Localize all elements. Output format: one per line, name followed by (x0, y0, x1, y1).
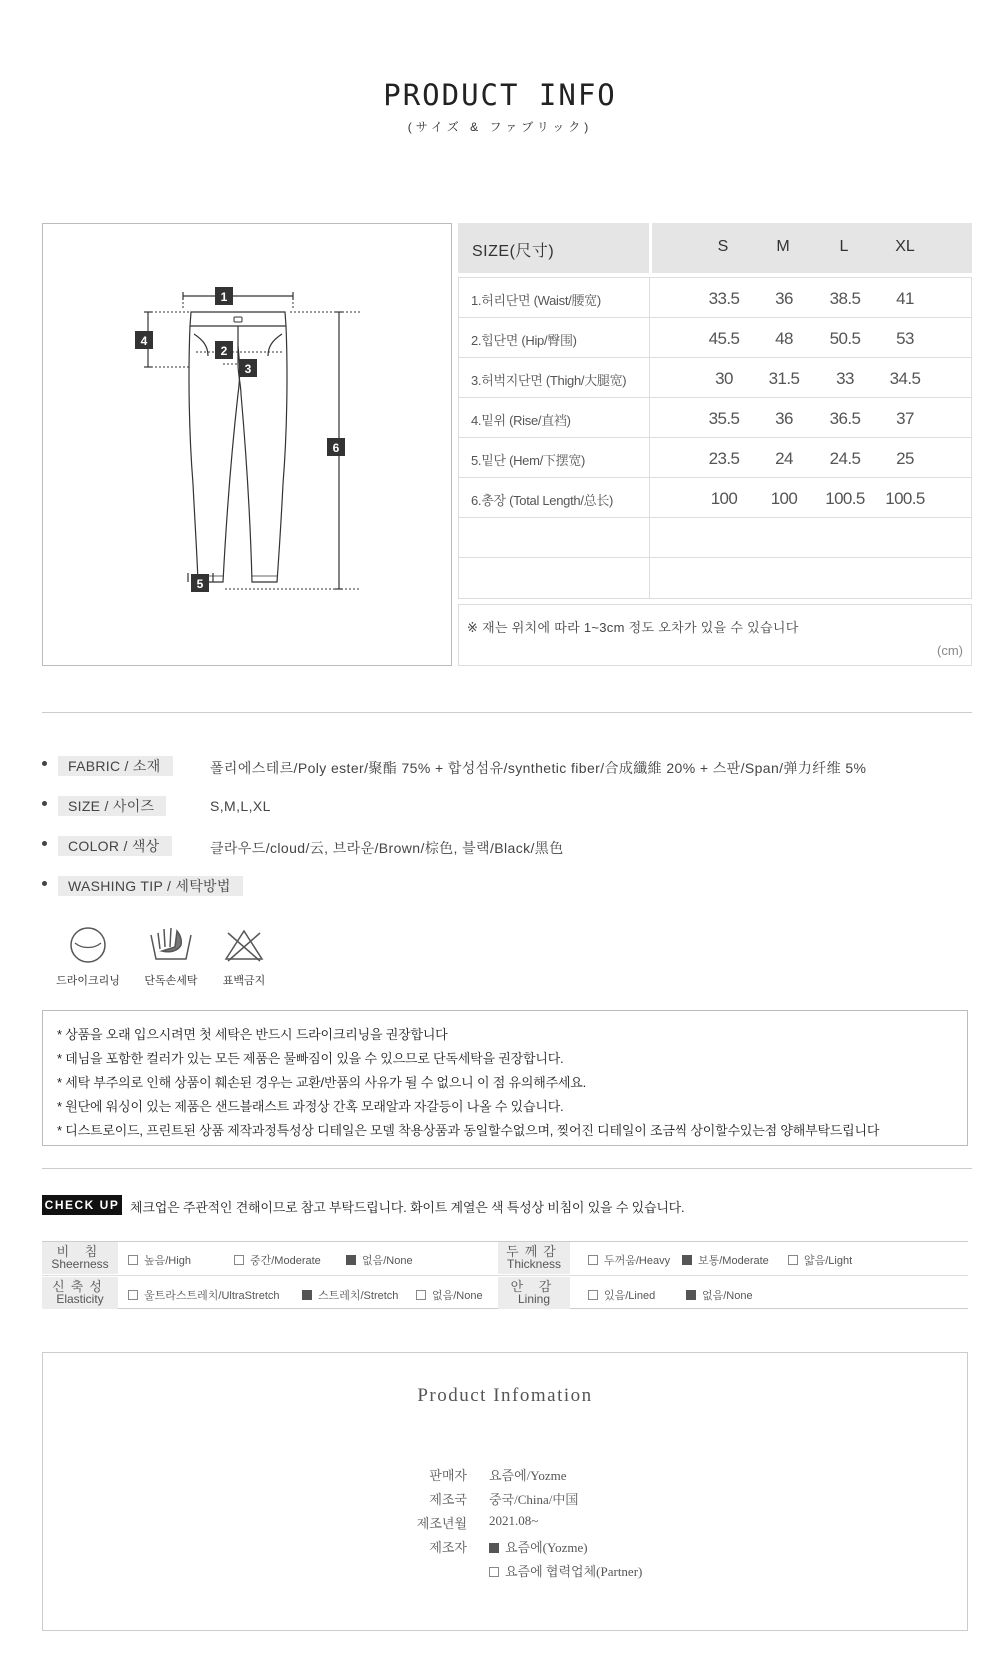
cell: 53 (896, 329, 914, 348)
care-note: * 데님을 포함한 컬러가 있는 모든 제품은 물빠짐이 있을 수 있으므로 단독세탁을 권장합니다. (57, 1051, 564, 1066)
cell: 41 (896, 289, 914, 308)
attr-label-thickness: 두께감 Thickness (498, 1242, 570, 1274)
table-row (459, 358, 971, 398)
cell: 100 (770, 489, 798, 508)
pants-measurement-diagram (42, 223, 452, 666)
spec-washing (42, 876, 972, 896)
row-label: 1.허리단면 (Waist/腰宽) (471, 293, 601, 308)
page-title: PRODUCT INFO (383, 78, 617, 112)
spec-tag: WASHING TIP / 세탁방법 (58, 876, 243, 896)
spec-fabric (42, 756, 972, 776)
size-col-m: M (776, 238, 790, 255)
care-note: * 상품을 오래 입으시려면 첫 세탁은 반드시 드라이크리닝을 권장합니다 (57, 1027, 448, 1042)
product-information-box (42, 1352, 968, 1631)
size-col-xl: XL (895, 238, 915, 255)
cell: 30 (715, 369, 733, 388)
wash-label: 단독손세탁 (144, 975, 198, 987)
care-note: * 원단에 워싱이 있는 제품은 샌드블래스트 과정상 간혹 모래알과 자갈등이 나올 수 있습니다. (57, 1099, 564, 1114)
cell: 45.5 (708, 329, 740, 348)
info-maker-option: 요즘에(Yozme) (489, 1537, 588, 1556)
cell: 31.5 (768, 369, 800, 388)
info-key: 제조년월 (416, 1516, 467, 1531)
marker-1: 1 (220, 290, 228, 304)
care-notes-box (42, 1010, 968, 1146)
table-row (459, 478, 971, 518)
cell: 35.5 (708, 409, 740, 428)
fabric-attribute-table (42, 1241, 968, 1309)
info-value: 요즘에/Yozme (489, 1468, 567, 1483)
info-value: 중국/China/中国 (489, 1492, 579, 1507)
cell: 36.5 (829, 409, 861, 428)
attr-option: 높음/High (128, 1252, 191, 1268)
care-note: * 디스트로이드, 프린트된 상품 제작과정특성상 디테일은 모델 착용상품과 동일할수없으며, 찢어진 디테일이 조금씩 상이할수있는점 양해부탁드립니다 (57, 1123, 880, 1138)
cell: 100.5 (885, 489, 925, 508)
size-unit: (cm) (937, 643, 963, 658)
attr-option: 울트라스트레치/UltraStretch (128, 1287, 280, 1303)
cell: 24 (775, 449, 793, 468)
size-col-s: S (717, 238, 729, 255)
row-label: 4.밑위 (Rise/直裆) (471, 413, 571, 428)
hand-wash-icon (148, 925, 194, 965)
spec-tag: SIZE / 사이즈 (58, 796, 166, 816)
marker-4: 4 (140, 334, 148, 348)
row-label: 2.힙단면 (Hip/臀围) (471, 333, 577, 348)
pants-illustration (43, 224, 453, 667)
table-row-empty (459, 558, 971, 598)
spec-size (42, 796, 972, 816)
attr-label-sheerness: 비 침 Sheerness (42, 1242, 118, 1274)
page-subtitle: (サイズ & ファブリック) (407, 120, 593, 134)
divider (42, 712, 972, 713)
size-table-header (458, 223, 972, 273)
cell: 33.5 (708, 289, 740, 308)
spec-value: 클라우드/cloud/云, 브라운/Brown/棕色, 블랙/Black/黑色 (210, 840, 564, 856)
marker-5: 5 (196, 577, 204, 591)
cell: 38.5 (829, 289, 861, 308)
spec-value: 폴리에스테르/Poly ester/聚酯 75% + 합성섬유/synthetic fiber/合成纖維 20% + 스판/Span/弹力纤维 5% (210, 760, 867, 776)
info-value: 2021.08~ (489, 1513, 539, 1528)
size-table-body (458, 277, 972, 599)
attr-label-lining: 안 감 Lining (498, 1277, 570, 1309)
checkup-note: 체크업은 주관적인 견해이므로 참고 부탁드립니다. 화이트 계열은 색 특성상 비침이 있을 수 있습니다. (130, 1200, 685, 1215)
cell: 37 (896, 409, 914, 428)
care-note: * 세탁 부주의로 인해 상품이 훼손된 경우는 교환/반품의 사유가 될 수 없으니 이 점 유의해주세요. (57, 1075, 587, 1090)
cell: 34.5 (889, 369, 921, 388)
wash-label: 드라이크리닝 (56, 975, 120, 987)
dry-clean-icon (68, 925, 108, 965)
cell: 33 (836, 369, 854, 388)
info-key: 제조자 (429, 1540, 467, 1555)
attr-option: 없음/None (346, 1252, 413, 1268)
row-label: 6.총장 (Total Length/总长) (471, 493, 614, 508)
info-title: Product Infomation (417, 1385, 593, 1406)
row-label: 3.허벅지단면 (Thigh/大腿宽) (471, 373, 627, 388)
cell: 36 (775, 289, 793, 308)
no-bleach-icon (222, 925, 266, 965)
attr-option: 얇음/Light (788, 1252, 852, 1268)
cell: 48 (775, 329, 793, 348)
table-row (459, 278, 971, 318)
wash-label: 표백금지 (222, 975, 266, 987)
attr-label-elasticity: 신축성 Elasticity (42, 1277, 118, 1309)
table-row-empty (459, 518, 971, 558)
size-note: ※ 재는 위치에 따라 1~3cm 정도 오차가 있을 수 있습니다 (467, 620, 799, 635)
table-row (459, 398, 971, 438)
spec-value: S,M,L,XL (210, 798, 271, 814)
marker-3: 3 (244, 362, 252, 376)
info-key: 제조국 (429, 1492, 467, 1507)
row-label: 5.밑단 (Hem/下摆宽) (471, 453, 586, 468)
size-header-label: SIZE(尺寸) (472, 243, 555, 260)
cell: 100.5 (825, 489, 865, 508)
spec-tag: FABRIC / 소재 (58, 756, 173, 776)
cell: 24.5 (829, 449, 861, 468)
marker-2: 2 (220, 344, 228, 358)
attr-option: 보통/Moderate (682, 1252, 769, 1268)
attr-option: 중간/Moderate (234, 1252, 321, 1268)
cell: 36 (775, 409, 793, 428)
attr-option: 없음/None (686, 1287, 753, 1303)
spec-color (42, 836, 972, 856)
size-note-box (458, 604, 972, 666)
divider (42, 1168, 972, 1169)
size-col-l: L (839, 238, 849, 255)
attr-option: 없음/None (416, 1287, 483, 1303)
cell: 50.5 (829, 329, 861, 348)
attr-option: 있음/Lined (588, 1287, 655, 1303)
attr-option: 스트레치/Stretch (302, 1287, 398, 1303)
attr-option: 두꺼움/Heavy (588, 1252, 670, 1268)
table-row (459, 318, 971, 358)
info-key: 판매자 (429, 1468, 467, 1483)
info-maker-option: 요즘에 협력업체(Partner) (489, 1561, 642, 1580)
checkup-tag: CHECK UP (42, 1195, 122, 1215)
cell: 23.5 (708, 449, 740, 468)
cell: 100 (710, 489, 738, 508)
marker-6: 6 (332, 441, 340, 455)
cell: 25 (896, 449, 914, 468)
table-row (459, 438, 971, 478)
spec-tag: COLOR / 색상 (58, 836, 172, 856)
